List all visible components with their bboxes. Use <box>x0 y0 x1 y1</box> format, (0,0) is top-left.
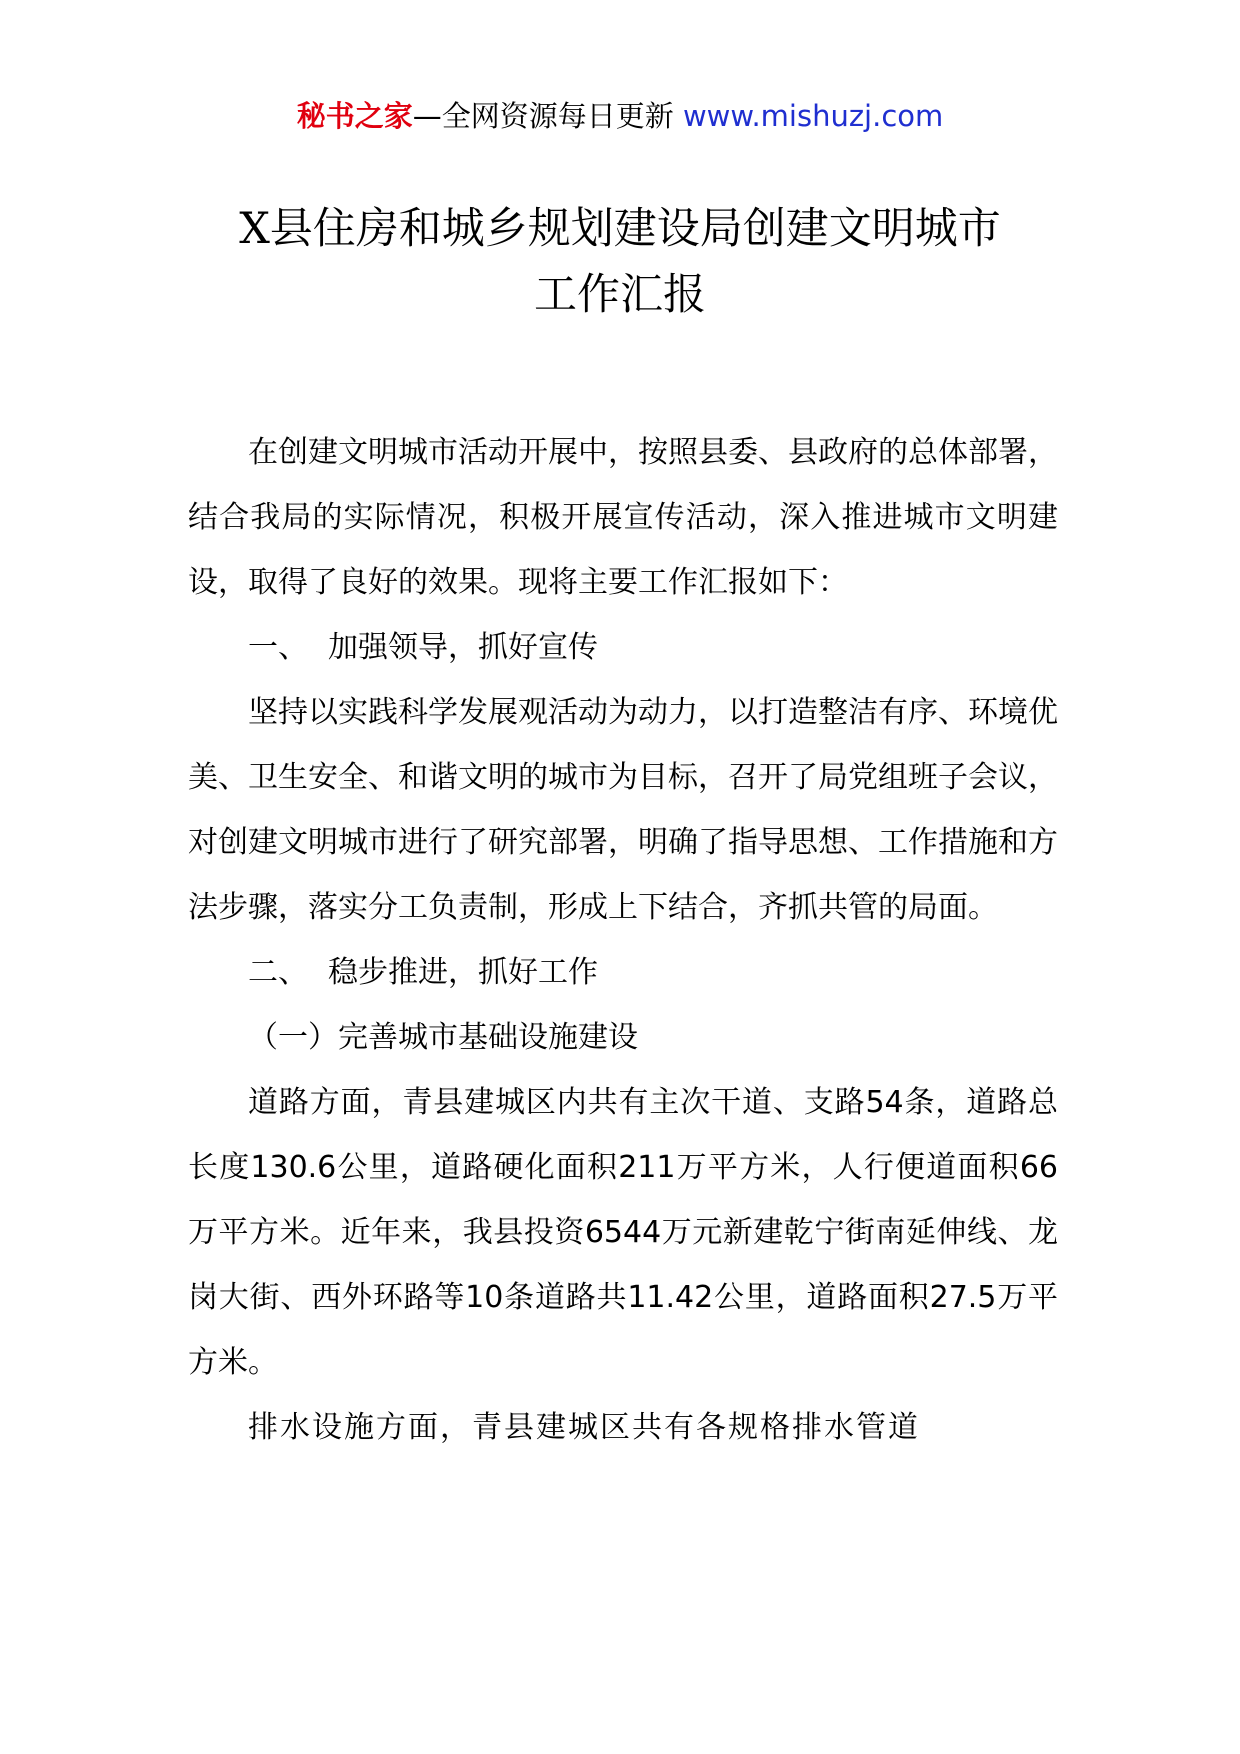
section-1-paragraph: 坚持以实践科学发展观活动为动力，以打造整洁有序、环境优美、卫生安全、和谐文明的城市为目标，召开了局党组班子会议，对创建文明城市进行了研究部署，明确了指导思想、工作措施和方法步骤，落实分工负责制，形成上下结合，齐抓共管的局面。 <box>188 695 1058 925</box>
section-2-number: 二、 <box>248 955 308 990</box>
document-title <box>120 196 1120 328</box>
title-line-1: X县住房和城乡规划建设局创建文明城市 <box>239 204 1001 254</box>
brand-name: 秘书之家 <box>296 99 413 133</box>
subsection-1-heading: （一）完善城市基础设施建设 <box>248 1020 638 1055</box>
section-1-number: 一、 <box>248 630 308 665</box>
watermark-header <box>0 96 1240 136</box>
section-1-heading <box>188 615 1058 680</box>
section-2-heading <box>188 940 1058 1005</box>
header-slogan: —全网资源每日更新 <box>412 99 683 133</box>
title-line-2: 工作汇报 <box>534 270 706 320</box>
section-1-title: 加强领导，抓好宣传 <box>328 630 598 665</box>
section-2-title: 稳步推进，抓好工作 <box>328 955 598 990</box>
drainage-paragraph: 排水设施方面，青县建城区共有各规格排水管道 <box>248 1410 920 1445</box>
header-url[interactable]: www.mishuzj.com <box>682 99 944 133</box>
document-body <box>188 420 1058 1460</box>
roads-paragraph: 道路方面，青县建城区内共有主次干道、支路54条，道路总长度130.6公里，道路硬化面积211万平方米，人行便道面积66万平方米。近年来，我县投资6544万元新建乾宁街南延伸线、龙岗大街、西外环路等10条道路共11.42公里，道路面积27.5万平方米。 <box>188 1085 1058 1380</box>
intro-paragraph: 在创建文明城市活动开展中，按照县委、县政府的总体部署，结合我局的实际情况，积极开展宣传活动，深入推进城市文明建设，取得了良好的效果。现将主要工作汇报如下： <box>188 435 1058 600</box>
